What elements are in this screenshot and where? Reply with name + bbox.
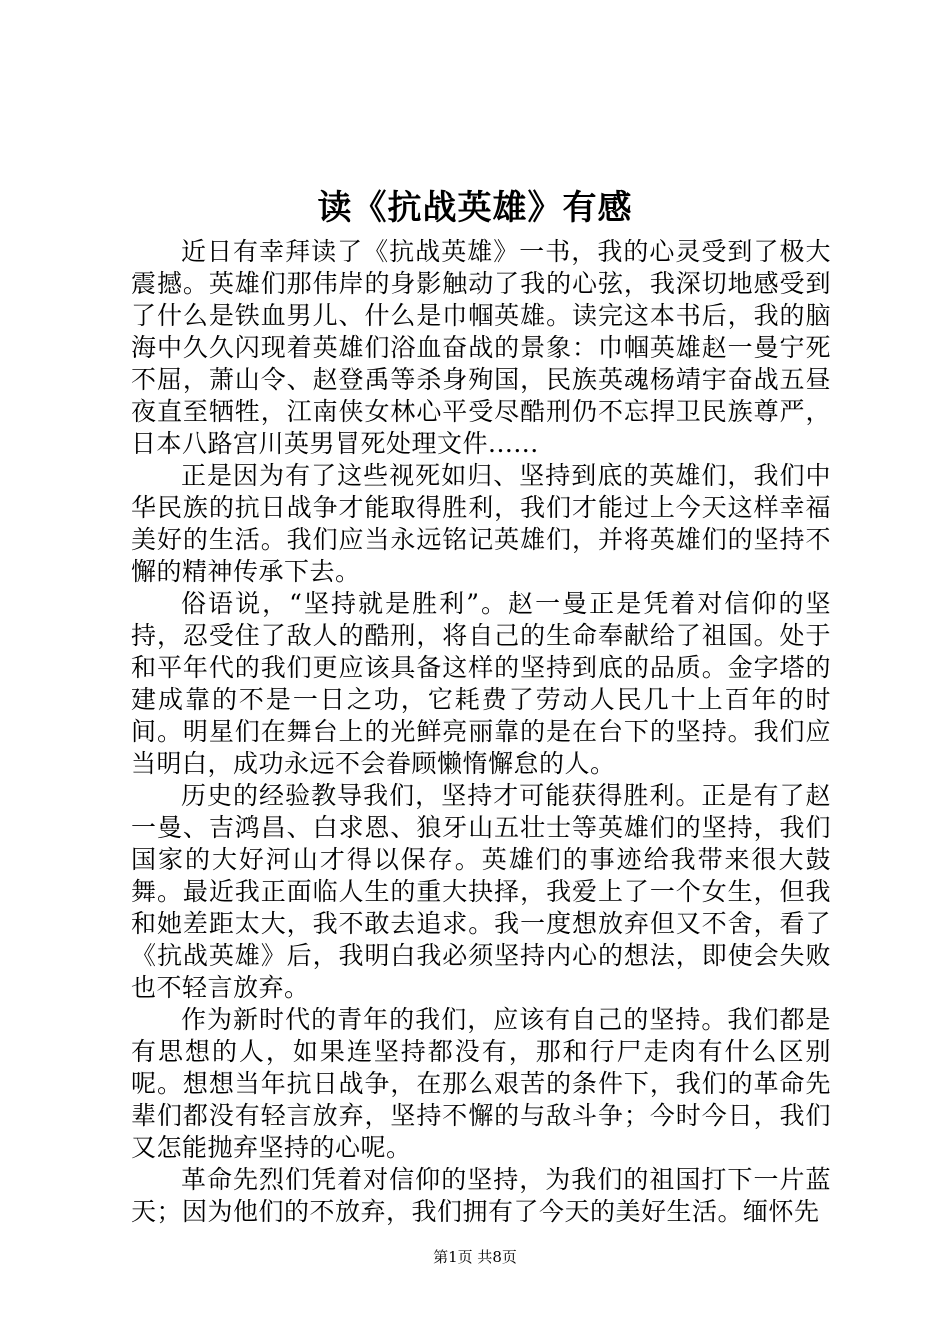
paragraph: 历史的经验教导我们，坚持才可能获得胜利。正是有了赵一曼、吉鸿昌、白求恩、狼牙山五壮士等英雄们的坚持，我们国家的大好河山才得以保存。英雄们的事迹给我带来很大鼓舞。最近我正面临人生的重大抉择，我爱上了一个女生，但我和她差距太大，我不敢去追求。我一度想放弃但又不舍，看了《抗战英雄》后，我明白我必须坚持内心的想法，即使会失败也不轻言放弃。 — [131, 781, 831, 1002]
document-body — [131, 236, 831, 1228]
paragraph: 革命先烈们凭着对信仰的坚持，为我们的祖国打下一片蓝天；因为他们的不放弃，我们拥有了今天的美好生活。缅怀先 — [131, 1165, 831, 1226]
paragraph: 正是因为有了这些视死如归、坚持到底的英雄们，我们中华民族的抗日战争才能取得胜利，我们才能过上今天这样幸福美好的生活。我们应当永远铭记英雄们，并将英雄们的坚持不懈的精神传承下去。 — [131, 461, 831, 586]
paragraph: 近日有幸拜读了《抗战英雄》一书，我的心灵受到了极大震撼。英雄们那伟岸的身影触动了我的心弦，我深切地感受到了什么是铁血男儿、什么是巾帼英雄。读完这本书后，我的脑海中久久闪现着英雄们浴血奋战的景象：巾帼英雄赵一曼宁死不屈，萧山令、赵登禹等杀身殉国，民族英魂杨靖宇奋战五昼夜直至牺牲，江南侠女林心平受尽酷刑仍不忘捍卫民族尊严，日本八路宫川英男冒死处理文件...... — [131, 237, 831, 458]
document-title: 读《抗战英雄》有感 — [317, 188, 633, 228]
paragraph: 作为新时代的青年的我们，应该有自己的坚持。我们都是有思想的人，如果连坚持都没有，那和行尸走肉有什么区别呢。想想当年抗日战争，在那么艰苦的条件下，我们的革命先辈们都没有轻言放弃，坚持不懈的与敌斗争；今时今日，我们又怎能抛弃坚持的心呢。 — [131, 1005, 831, 1162]
paragraph: 俗语说，“坚持就是胜利”。赵一曼正是凭着对信仰的坚持，忍受住了敌人的酷刑，将自己的生命奉献给了祖国。处于和平年代的我们更应该具备这样的坚持到底的品质。金字塔的建成靠的不是一日之功，它耗费了劳动人民几十上百年的时间。明星们在舞台上的光鲜亮丽靠的是在台下的坚持。我们应当明白，成功永远不会眷顾懒惰懈怠的人。 — [131, 589, 831, 778]
page-footer: 第1页 共8页 — [433, 1248, 517, 1266]
